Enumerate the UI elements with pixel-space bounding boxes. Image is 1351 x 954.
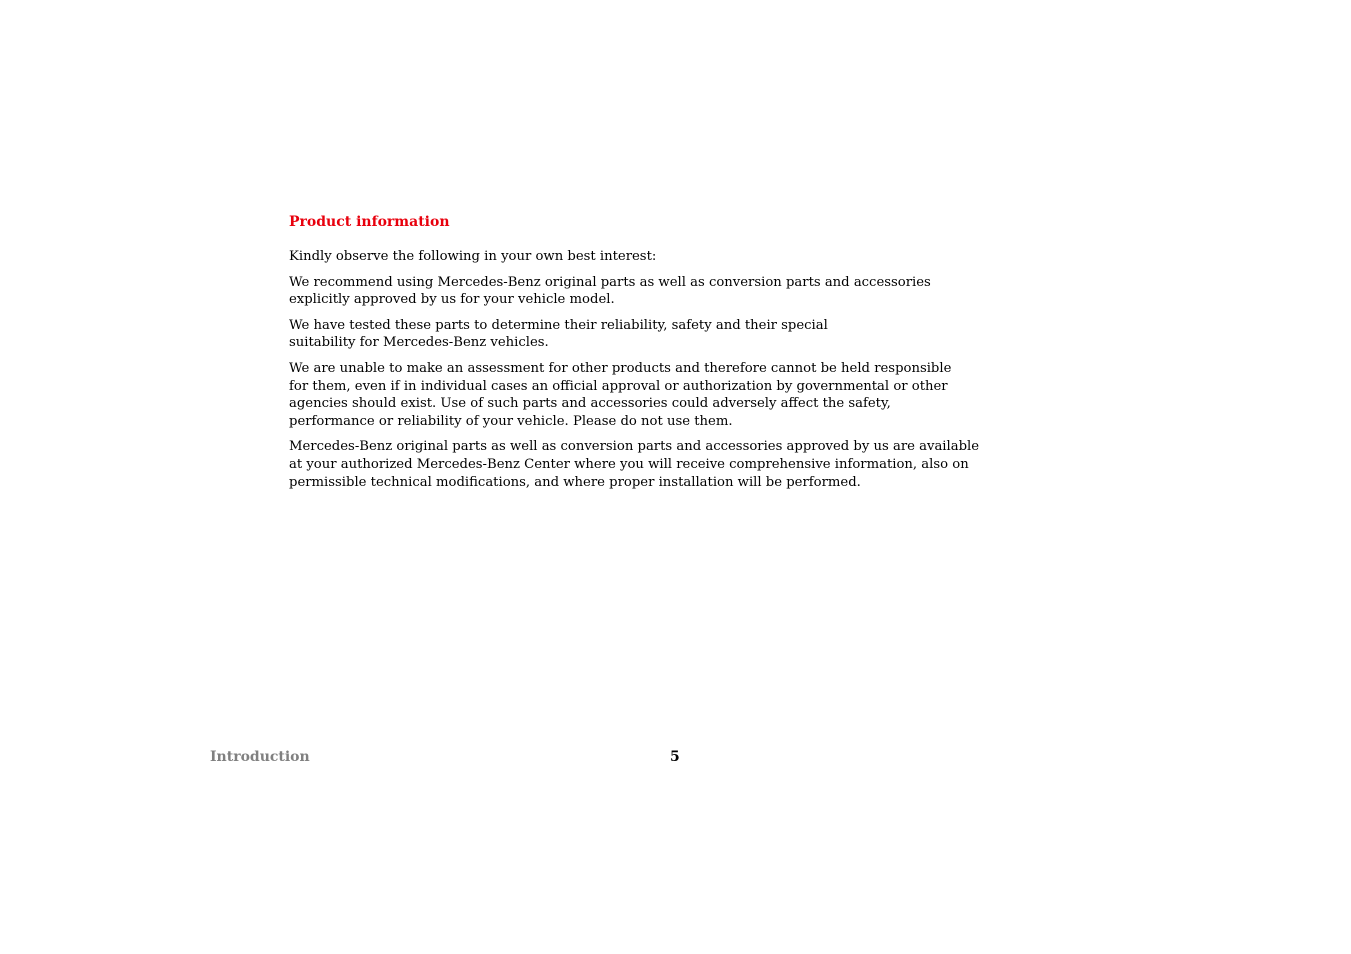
page-content [289, 212, 989, 499]
paragraph-disclaimer: We are unable to make an assessment for other products and therefore cannot be held responsible for them, even if in individual cases an official approval or authorization by governmental or other agencies should exist. Use of such parts and accessories could adversely affect the safety, performance or reliability of your vehicle. Please do not use them. [289, 360, 952, 429]
section-title: Product information [289, 214, 450, 230]
paragraph-intro: Kindly observe the following in your own best interest: [289, 249, 657, 264]
paragraph-availability: Mercedes-Benz original parts as well as conversion parts and accessories approved by us are available at your authorized Mercedes-Benz Center where you will receive comprehensive information, also on permissible technical modifications, and where proper installation will be performed. [289, 439, 980, 490]
paragraph-testing: We have tested these parts to determine their reliability, safety and their special suitability for Mercedes-Benz vehicles. [289, 317, 828, 351]
paragraph-recommendation: We recommend using Mercedes-Benz original parts as well as conversion parts and accessories explicitly approved by us for your vehicle model. [289, 274, 931, 308]
footer-section-name: Introduction [210, 749, 310, 765]
page-number: 5 [670, 749, 680, 765]
